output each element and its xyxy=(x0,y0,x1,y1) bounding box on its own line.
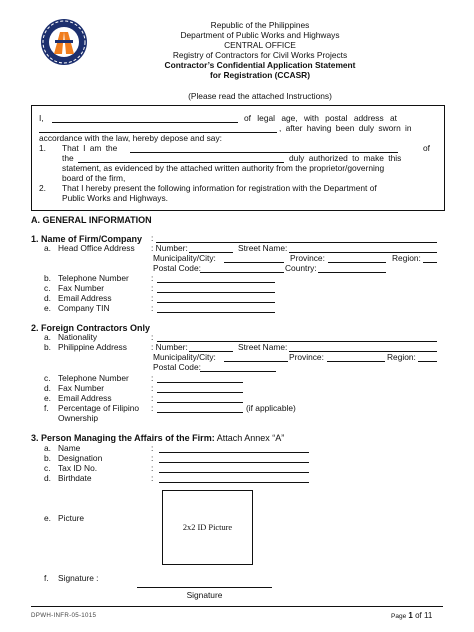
item-letter: d. xyxy=(44,383,51,393)
firm-name-colon: : xyxy=(151,233,154,243)
postal-code-input[interactable] xyxy=(200,272,284,273)
colon: : xyxy=(151,332,154,342)
document-title-line1: Contractor’s Confidential Application Statement xyxy=(164,60,356,70)
oath-present: That I hereby present the following information for registration with the Department of xyxy=(62,183,377,193)
header-line3: CENTRAL OFFICE xyxy=(224,40,296,50)
colon: : xyxy=(151,403,154,413)
manager-name-input[interactable] xyxy=(159,452,309,453)
item-letter: d. xyxy=(44,473,51,483)
municipality-label: Municipality/City: xyxy=(153,253,216,263)
foreign-heading: 2. Foreign Contractors Only xyxy=(31,323,151,333)
oath-board: board of the firm, xyxy=(62,173,126,183)
street-label: Street Name: xyxy=(238,243,288,253)
oath-law: accordance with the law, hereby depose and say: xyxy=(39,133,222,143)
manager-name-label: Name xyxy=(58,443,81,453)
if-applicable-note: (if applicable) xyxy=(246,403,296,413)
colon: : xyxy=(151,303,154,313)
item-letter: b. xyxy=(44,273,51,283)
signature-caption: Signature xyxy=(186,590,223,600)
colon: : xyxy=(151,293,154,303)
form-code: DPWH-INFR-05-1015 xyxy=(31,612,97,619)
page-number: 1 xyxy=(408,611,413,620)
signature-input[interactable] xyxy=(137,587,272,588)
colon: : xyxy=(151,453,154,463)
page-of: of 11 xyxy=(415,611,433,620)
head-office-label: Head Office Address xyxy=(58,243,135,253)
section-a-heading: A. GENERAL INFORMATION xyxy=(31,215,152,225)
country-label: Country: xyxy=(285,263,317,273)
oath-n2: 2. xyxy=(39,183,46,193)
annex-note: Attach Annex “A” xyxy=(216,433,285,443)
number-label: : Number: xyxy=(151,243,188,253)
nationality-label: Nationality xyxy=(58,332,98,342)
nationality-input[interactable] xyxy=(157,341,437,342)
colon: : xyxy=(151,443,154,453)
header-line4: Registry of Contractors for Civil Works Projects xyxy=(172,50,348,60)
email-input[interactable] xyxy=(157,302,275,303)
dpwh-logo xyxy=(40,18,88,66)
region-input[interactable] xyxy=(423,262,437,263)
filipino-ownership-input[interactable] xyxy=(157,412,243,413)
region-label: Region: xyxy=(387,352,416,362)
colon: : xyxy=(151,393,154,403)
email-label: Email Address xyxy=(58,293,112,303)
manager-heading xyxy=(31,433,284,443)
telephone-input[interactable] xyxy=(157,382,243,383)
page-indicator xyxy=(391,611,432,620)
affiant-name-field[interactable] xyxy=(52,122,238,123)
item-letter: b. xyxy=(44,342,51,352)
oath-duly: duly authorized to make this xyxy=(289,153,402,163)
item-letter: a. xyxy=(44,443,51,453)
tax-id-label: Tax ID No. xyxy=(58,463,98,473)
manager-heading-title: 3. Person Managing the Affairs of the Firm: xyxy=(31,433,215,443)
country-input[interactable] xyxy=(318,272,386,273)
colon: : xyxy=(151,383,154,393)
item-letter: b. xyxy=(44,453,51,463)
id-picture-caption: 2x2 ID Picture xyxy=(182,522,233,532)
email-label: Email Address xyxy=(58,393,112,403)
firm-name-heading: 1. Name of Firm/Company xyxy=(31,234,143,244)
province-input[interactable] xyxy=(328,262,386,263)
postal-code-label: Postal Code: xyxy=(153,362,201,372)
municipality-label: Municipality/City: xyxy=(153,352,216,362)
province-label: Province: xyxy=(289,352,324,362)
ph-address-label: Philippine Address xyxy=(58,342,127,352)
instructions-note: (Please read the attached Instructions) xyxy=(188,91,332,101)
number-label: : Number: xyxy=(151,342,188,352)
telephone-label: Telephone Number xyxy=(58,373,129,383)
footer-rule xyxy=(31,606,443,607)
oath-the: the xyxy=(62,153,74,163)
tin-input[interactable] xyxy=(157,312,275,313)
id-picture-box[interactable] xyxy=(162,490,253,565)
signature-label: Signature : xyxy=(58,573,99,583)
tin-label: Company TIN xyxy=(58,303,110,313)
ownership-label: Ownership xyxy=(58,413,99,423)
email-input[interactable] xyxy=(157,402,243,403)
item-letter: e. xyxy=(44,513,51,523)
firm-name-input[interactable] xyxy=(156,242,437,243)
birthdate-input[interactable] xyxy=(159,482,309,483)
oath-n1: 1. xyxy=(39,143,46,153)
header-line2: Department of Public Works and Highways xyxy=(180,30,340,40)
item-letter: a. xyxy=(44,243,51,253)
header-line1: Republic of the Philippines xyxy=(210,20,310,30)
region-label: Region: xyxy=(392,253,421,263)
municipality-input[interactable] xyxy=(224,262,284,263)
colon: : xyxy=(151,473,154,483)
oath-statement: statement, as evidenced by the attached written authority from the proprietor/governing xyxy=(62,163,385,173)
fax-input[interactable] xyxy=(157,292,275,293)
item-letter: c. xyxy=(44,283,51,293)
telephone-input[interactable] xyxy=(157,282,275,283)
oath-deposed: , after having been duly sworn in xyxy=(279,123,412,133)
region-input[interactable] xyxy=(418,361,437,362)
item-letter: f. xyxy=(44,403,49,413)
item-letter: e. xyxy=(44,393,51,403)
postal-code-label: Postal Code: xyxy=(153,263,201,273)
telephone-label: Telephone Number xyxy=(58,273,129,283)
oath-dpwh: Public Works and Highways. xyxy=(62,193,168,203)
colon: : xyxy=(151,283,154,293)
municipality-input[interactable] xyxy=(224,361,288,362)
fax-input[interactable] xyxy=(157,392,243,393)
item-letter: c. xyxy=(44,373,51,383)
colon: : xyxy=(151,373,154,383)
tax-id-input[interactable] xyxy=(159,472,309,473)
oath-of: of xyxy=(423,143,430,153)
item-letter: a. xyxy=(44,332,51,342)
street-label: Street Name: xyxy=(238,342,288,352)
item-letter: d. xyxy=(44,293,51,303)
colon: : xyxy=(151,273,154,283)
oath-legal-age: of legal age, with postal address at xyxy=(244,113,397,123)
province-input[interactable] xyxy=(327,361,385,362)
colon: : xyxy=(151,463,154,473)
birthdate-label: Birthdate xyxy=(58,473,92,483)
document-title-line2: for Registration (CCASR) xyxy=(209,70,311,80)
oath-i: I, xyxy=(39,113,44,123)
page-prefix: Page xyxy=(391,613,407,620)
fax-label: Fax Number xyxy=(58,283,105,293)
item-letter: c. xyxy=(44,463,51,473)
item-letter: e. xyxy=(44,303,51,313)
picture-label: Picture xyxy=(58,513,85,523)
oath-that-i-am: That I am the xyxy=(62,143,118,153)
province-label: Province: xyxy=(290,253,325,263)
item-letter: f. xyxy=(44,573,49,583)
fax-label: Fax Number xyxy=(58,383,105,393)
designation-input[interactable] xyxy=(159,462,309,463)
filipino-ownership-label: Percentage of Filipino xyxy=(58,403,140,413)
postal-code-input[interactable] xyxy=(200,371,276,372)
designation-label: Designation xyxy=(58,453,103,463)
